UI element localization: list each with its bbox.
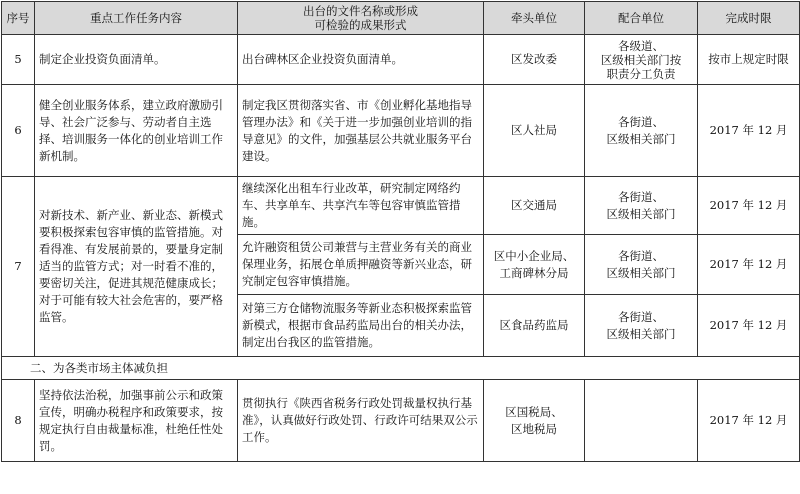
coop-cell xyxy=(585,177,698,235)
coop-text: 各街道、 区级相关部门 xyxy=(606,248,676,280)
doc-cell: 对第三方仓储物流服务等新业态积极探索监管新模式，根据市食品药监局出台的相关办法，制定出台我区的监管措施。 xyxy=(238,295,484,357)
doc-cell: 贯彻执行《陕西省税务行政处罚裁量权执行基准》，认真做好行政处罚、行政许可结果双公示工作。 xyxy=(238,380,484,462)
coop-cell xyxy=(585,235,698,295)
deadline-cell: 2017 年 12 月 xyxy=(698,295,800,357)
header-lead: 牵头单位 xyxy=(484,2,585,35)
coop-cell xyxy=(585,295,698,357)
coop-cell xyxy=(585,380,698,462)
section-row xyxy=(2,357,800,380)
header-coop: 配合单位 xyxy=(585,2,698,35)
task-table xyxy=(1,1,800,462)
coop-text: 各街道、 区级相关部门 xyxy=(606,189,676,221)
coop-cell xyxy=(585,85,698,177)
header-row xyxy=(2,2,800,35)
doc-cell: 制定我区贯彻落实省、市《创业孵化基地指导管理办法》和《关于进一步加强创业培训的指导意见》的文件，加强基层公共就业服务平台建设。 xyxy=(238,85,484,177)
lead-text: 区中小企业局、 工商碑林分局 xyxy=(493,248,575,280)
row-no: 5 xyxy=(2,35,35,85)
table-row xyxy=(2,85,800,177)
deadline-cell: 按市上规定时限 xyxy=(698,35,800,85)
doc-cell: 允许融资租赁公司兼营与主营业务有关的商业保理业务，拓展仓单质押融资等新兴业态，研究制定包容审慎措施。 xyxy=(238,235,484,295)
task-cell: 坚持依法治税，加强事前公示和政策宣传，明确办税程序和政策要求，按规定执行自由裁量标准，杜绝任性处罚。 xyxy=(35,380,238,462)
lead-cell: 区食品药监局 xyxy=(484,295,585,357)
coop-text: 各街道、 区级相关部门 xyxy=(606,114,676,146)
section-heading: 二、为各类市场主体减负担 xyxy=(2,357,800,380)
header-task: 重点工作任务内容 xyxy=(35,2,238,35)
row-no: 7 xyxy=(2,177,35,357)
deadline-cell: 2017 年 12 月 xyxy=(698,177,800,235)
row-no: 8 xyxy=(2,380,35,462)
header-no: 序号 xyxy=(2,2,35,35)
task-cell: 对新技术、新产业、新业态、新模式要积极探索包容审慎的监管措施。对看得准、有发展前景的，要量身定制适当的监管方式；对一时看不准的，要密切关注，促进其规范健康成长；对于可能有较大社会危害的，要严格监管。 xyxy=(35,177,238,357)
coop-text: 各级道、 区级相关部门按 职责分工负责 xyxy=(600,38,682,81)
header-deadline: 完成时限 xyxy=(698,2,800,35)
lead-cell xyxy=(484,235,585,295)
lead-text: 区国税局、 区地税局 xyxy=(505,404,563,436)
header-doc xyxy=(238,2,484,35)
lead-cell: 区交通局 xyxy=(484,177,585,235)
header-doc-text: 出台的文件名称或形成 可检验的成果形式 xyxy=(303,4,418,32)
lead-cell xyxy=(484,380,585,462)
deadline-cell: 2017 年 12 月 xyxy=(698,85,800,177)
task-cell: 制定企业投资负面清单。 xyxy=(35,35,238,85)
coop-text: 各街道、 区级相关部门 xyxy=(606,309,676,341)
task-cell: 健全创业服务体系，建立政府激励引导、社会广泛参与、劳动者自主选择、培训服务一体化的创业培训工作新机制。 xyxy=(35,85,238,177)
table-row xyxy=(2,380,800,462)
lead-cell: 区发改委 xyxy=(484,35,585,85)
lead-cell: 区人社局 xyxy=(484,85,585,177)
table-row xyxy=(2,35,800,85)
row-no: 6 xyxy=(2,85,35,177)
doc-cell: 出台碑林区企业投资负面清单。 xyxy=(238,35,484,85)
table-row xyxy=(2,177,800,235)
deadline-cell: 2017 年 12 月 xyxy=(698,235,800,295)
coop-cell xyxy=(585,35,698,85)
deadline-cell: 2017 年 12 月 xyxy=(698,380,800,462)
doc-cell: 继续深化出租车行业改革，研究制定网络约车、共享单车、共享汽车等包容审慎监管措施。 xyxy=(238,177,484,235)
